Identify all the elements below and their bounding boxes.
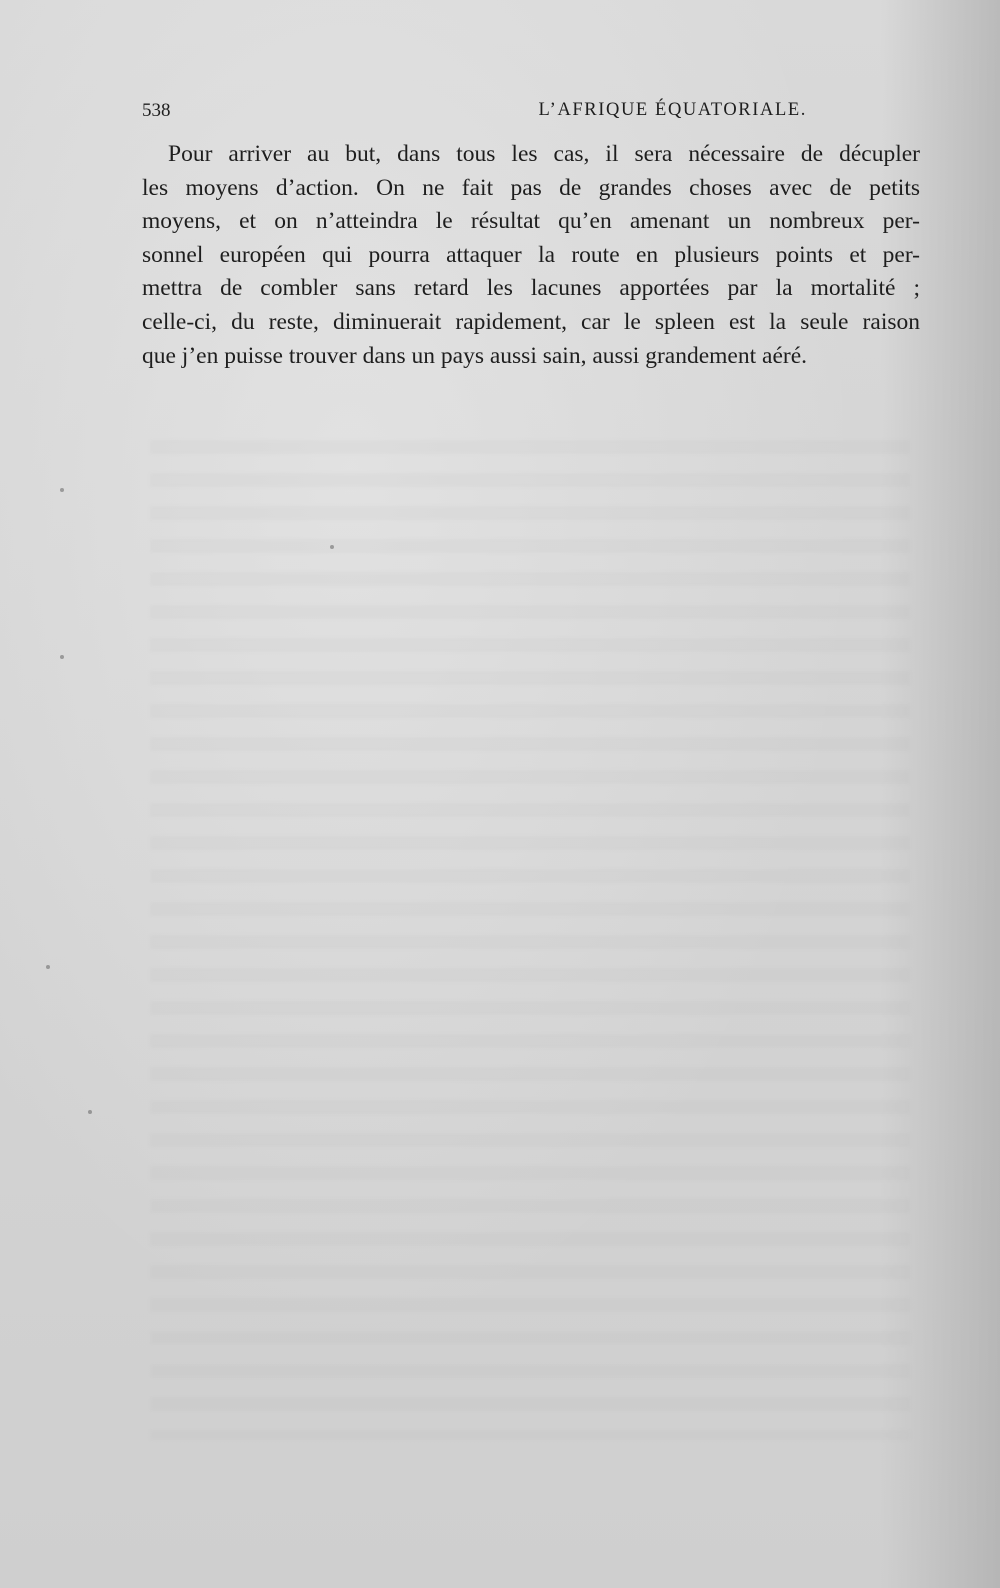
paper-speck <box>88 1110 92 1114</box>
text-line: les moyens d’action. On ne fait pas de grandes choses avec de petits <box>142 174 920 201</box>
text-line: sonnel européen qui pourra attaquer la route en plusieurs points et per- <box>142 241 920 268</box>
text-line: que j’en puisse trouver dans un pays aussi sain, aussi grandement aéré. <box>142 342 807 369</box>
paper-speck <box>60 655 64 659</box>
text-line: Pour arriver au but, dans tous les cas, il sera nécessaire de décupler <box>168 141 920 167</box>
text-line: celle-ci, du reste, diminuerait rapidement, car le spleen est la seule raison <box>142 308 920 335</box>
running-title: L’AFRIQUE ÉQUATORIALE. <box>538 100 807 120</box>
reverse-side-show-through <box>150 440 910 1440</box>
text-line: mettra de combler sans retard les lacunes apportées par la mortalité ; <box>142 275 920 302</box>
text-line: moyens, et on n’atteindra le résultat qu’en amenant un nombreux per- <box>142 208 920 235</box>
paper-speck <box>330 545 334 549</box>
paper-speck <box>46 965 50 969</box>
page-header <box>142 100 922 126</box>
paper-speck <box>60 488 64 492</box>
page-number: 538 <box>142 100 171 121</box>
paragraph <box>142 138 920 373</box>
